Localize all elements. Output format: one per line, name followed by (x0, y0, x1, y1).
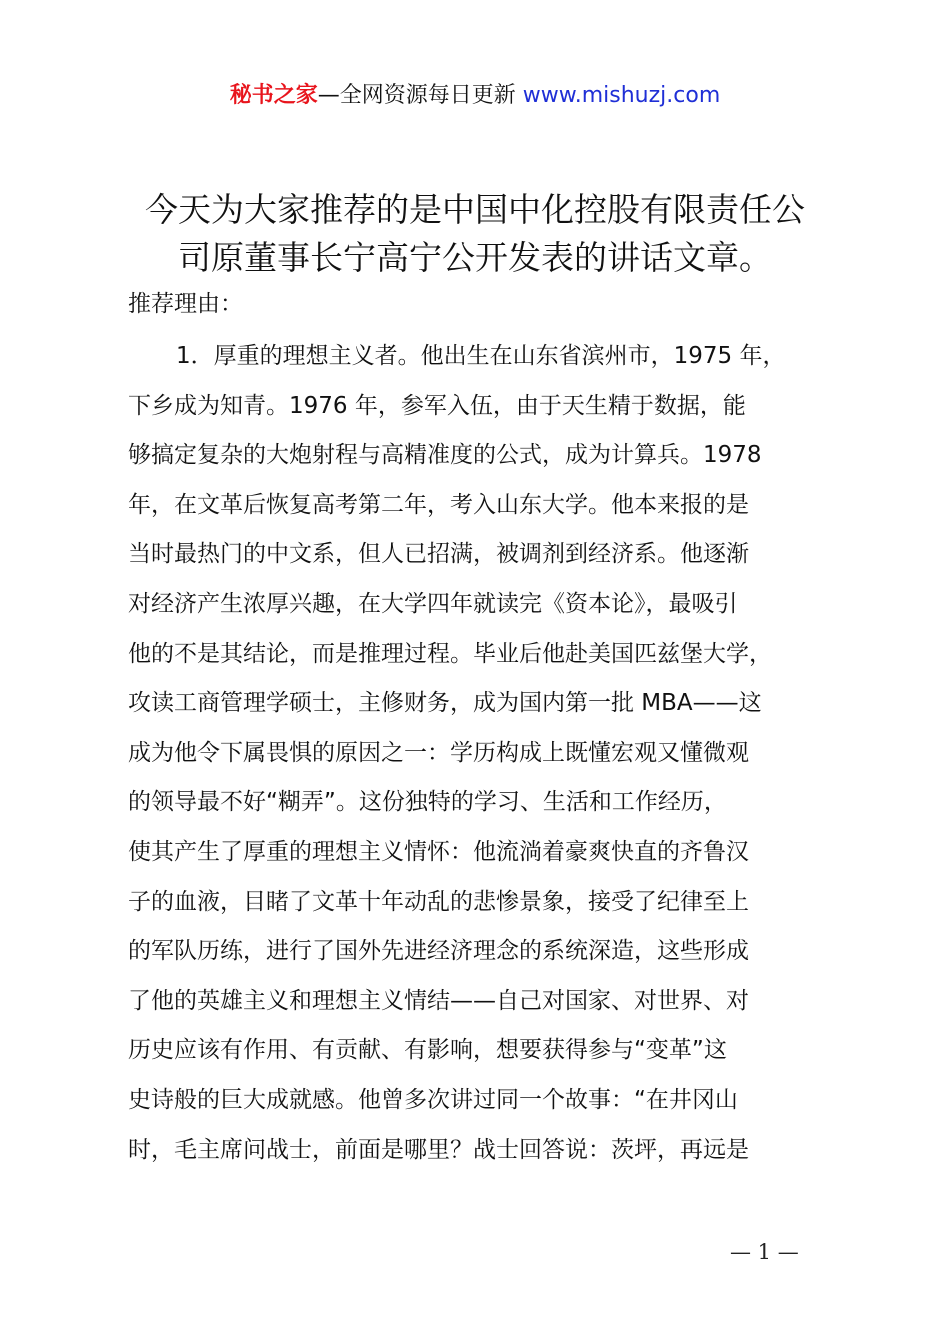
title-line-1: 今天为大家推荐的是中国中化控股有限责任公 (145, 190, 805, 229)
site-header (0, 80, 950, 112)
body-line: 时，毛主席问战士，前面是哪里？战士回答说：茨坪，再远是 (128, 1136, 749, 1163)
body-line: 了他的英雄主义和理想主义情结——自己对国家、对世界、对 (128, 987, 749, 1014)
title-line-2: 司原董事长宁高宁公开发表的讲话文章。 (178, 238, 772, 277)
body-line: 成为他令下属畏惧的原因之一：学历构成上既懂宏观又懂微观 (128, 739, 749, 766)
body-line: 历史应该有作用、有贡献、有影响，想要获得参与“变革”这 (128, 1037, 727, 1064)
document-title (100, 186, 850, 282)
body-line: 使其产生了厚重的理想主义情怀：他流淌着豪爽快直的齐鲁汉 (128, 838, 749, 865)
body-line: 他的不是其结论，而是推理过程。毕业后他赴美国匹兹堡大学， (128, 640, 772, 667)
page-number: — 1 — (730, 1240, 799, 1264)
body-line: 攻读工商管理学硕士，主修财务，成为国内第一批 MBA——这 (128, 690, 762, 717)
site-brand: 秘书之家 (229, 83, 318, 108)
body-line: 下乡成为知青。1976 年，参军入伍，由于天生精于数据，能 (128, 392, 746, 419)
body-line: 当时最热门的中文系，但人已招满，被调剂到经济系。他逐渐 (128, 541, 749, 568)
body-line: 年，在文革后恢复高考第二年，考入山东大学。他本来报的是 (128, 491, 749, 518)
site-url-link[interactable]: www.mishuzj.com (522, 83, 721, 108)
site-slogan: —全网资源每日更新 (317, 83, 516, 108)
body-line: 1．厚重的理想主义者。他出生在山东省滨州市，1975 年， (176, 343, 786, 369)
body-line: 的军队历练，进行了国外先进经济理念的系统深造，这些形成 (128, 938, 749, 965)
body-line: 的领导最不好“糊弄”。这份独特的学习、生活和工作经历， (128, 789, 727, 816)
body-line: 够搞定复杂的大炮射程与高精准度的公式，成为计算兵。1978 (128, 442, 762, 469)
body-paragraph (128, 332, 848, 1175)
recommendation-heading: 推荐理由： (128, 291, 243, 317)
body-line: 史诗般的巨大成就感。他曾多次讲过同一个故事：“在井冈山 (128, 1086, 738, 1113)
body-line: 子的血液，目睹了文革十年动乱的悲惨景象，接受了纪律至上 (128, 888, 749, 915)
body-line: 对经济产生浓厚兴趣，在大学四年就读完《资本论》，最吸引 (128, 590, 738, 617)
